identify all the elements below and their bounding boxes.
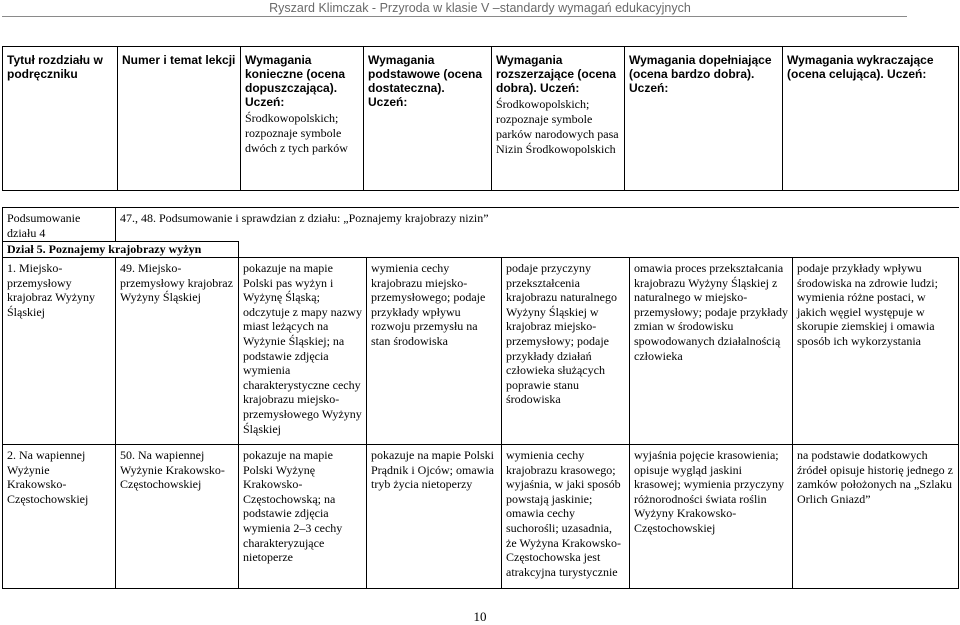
header-dopelniajace: Wymagania dopełniające (ocena bardzo dobra). Uczeń: (625, 47, 783, 191)
header-rule (2, 16, 907, 17)
row2-konieczne: pokazuje na mapie Polski Wyżynę Krakowsko-Częstochowską; na podstawie zdjęcia wymienia 2–3 cechy charakteryzujące nietoperze (239, 445, 367, 589)
summary-title: Podsumowanie działu 4 (3, 208, 116, 242)
page-number: 10 (473, 609, 487, 624)
row2-lesson: 50. Na wapiennej Wyżynie Krakowsko-Częstochowskiej (116, 445, 239, 589)
header-chapter-title: Tytuł rozdziału w podręczniku (3, 47, 118, 191)
running-header: Ryszard Klimczak - Przyroda w klasie V –standardy wymagań edukacyjnych (269, 1, 691, 15)
header-konieczne-note: Środkowopolskich; rozpoznaje symbole dwóch z tych parków (245, 111, 348, 155)
header-podstawowe: Wymagania podstawowe (ocena dostateczna). Uczeń: (364, 47, 492, 191)
header-lesson: Numer i temat lekcji (118, 47, 241, 191)
row2-rozszerzajace: wymienia cechy krajobrazu krasowego; wyjaśnia, w jaki sposób powstają jaskinie; omawia cechy suchorośli; uzasadnia, że Wyżyna Krakowsko-Częstochowska jest atrakcyjna turystycznie (502, 445, 630, 589)
row1-rozszerzajace: podaje przyczyny przekształcenia krajobrazu naturalnego Wyżyny Śląskiej w krajobraz miejsko-przemysłowy; podaje przykłady działań człowieka służących poprawie stanu środowiska (502, 258, 630, 445)
row1-lesson: 49. Miejsko-przemysłowy krajobraz Wyżyny Śląskiej (116, 258, 239, 445)
header-rozszerzajace: Wymagania rozszerzające (ocena dobra). Uczeń: Środkowopolskich; rozpoznaje symbole parków narodowych pasa Nizin Środkowopolskich (492, 47, 625, 191)
row1-chapter: 1. Miejsko-przemysłowy krajobraz Wyżyny Śląskiej (3, 258, 116, 445)
header-konieczne: Wymagania konieczne (ocena dopuszczająca). Uczeń: Środkowopolskich; rozpoznaje symbole dwóch z tych parków (241, 47, 364, 191)
header-rozszerzajace-note: Środkowopolskich; rozpoznaje symbole parków narodowych pasa Nizin Środkowopolskich (496, 97, 619, 156)
header-row (3, 47, 959, 191)
row1-konieczne: pokazuje na mapie Polski pas wyżyn i Wyżynę Śląską; odczytuje z mapy nazwy miast leżących na Wyżynie Śląskiej; na podstawie zdjęcia wymienia charakterystyczne cechy krajobrazu miejsko-przemysłowego Wyżyny Śląskiej (239, 258, 367, 445)
requirements-header-table (2, 46, 959, 191)
row2-wykraczajace: na podstawie dodatkowych źródeł opisuje historię jednego z zamków położonych na „Szlaku Orlich Gniazd” (793, 445, 959, 589)
row1-dopelniajace: omawia proces przekształcania krajobrazu Wyżyny Śląskiej z naturalnego w miejsko-przemysłowy; podaje przykłady zmian w środowisku spowodowanych działalnością człowieka (630, 258, 793, 445)
summary-lesson: 47., 48. Podsumowanie i sprawdzian z działu: „Poznajemy krajobrazy nizin” (116, 208, 959, 242)
row1-podstawowe: wymienia cechy krajobrazu miejsko-przemysłowego; podaje przykłady wpływu rozwoju przemysłu na stan środowiska (367, 258, 502, 445)
table-row (3, 258, 959, 445)
row2-podstawowe: pokazuje na mapie Polski Prądnik i Ojców; omawia tryb życia nietoperzy (367, 445, 502, 589)
row2-chapter: 2. Na wapiennej Wyżynie Krakowsko-Częstochowskiej (3, 445, 116, 589)
summary-row (3, 208, 959, 242)
row1-wykraczajace: podaje przykłady wpływu środowiska na zdrowie ludzi; wymienia różne postaci, w jakich węgiel występuje w skorupie ziemskiej i omawia sposób ich wykorzystania (793, 258, 959, 445)
section-label: Dział 5. Poznajemy krajobrazy wyżyn (3, 242, 239, 258)
requirements-table (2, 207, 959, 589)
table-row (3, 445, 959, 589)
row2-dopelniajace: wyjaśnia pojęcie krasowienia; opisuje wygląd jaskini krasowej; wymienia przyczyny różnorodności świata roślin Wyżyny Krakowsko-Częstochowskiej (630, 445, 793, 589)
section-row (3, 242, 959, 258)
header-wykraczajace: Wymagania wykraczające (ocena celująca). Uczeń: (783, 47, 959, 191)
